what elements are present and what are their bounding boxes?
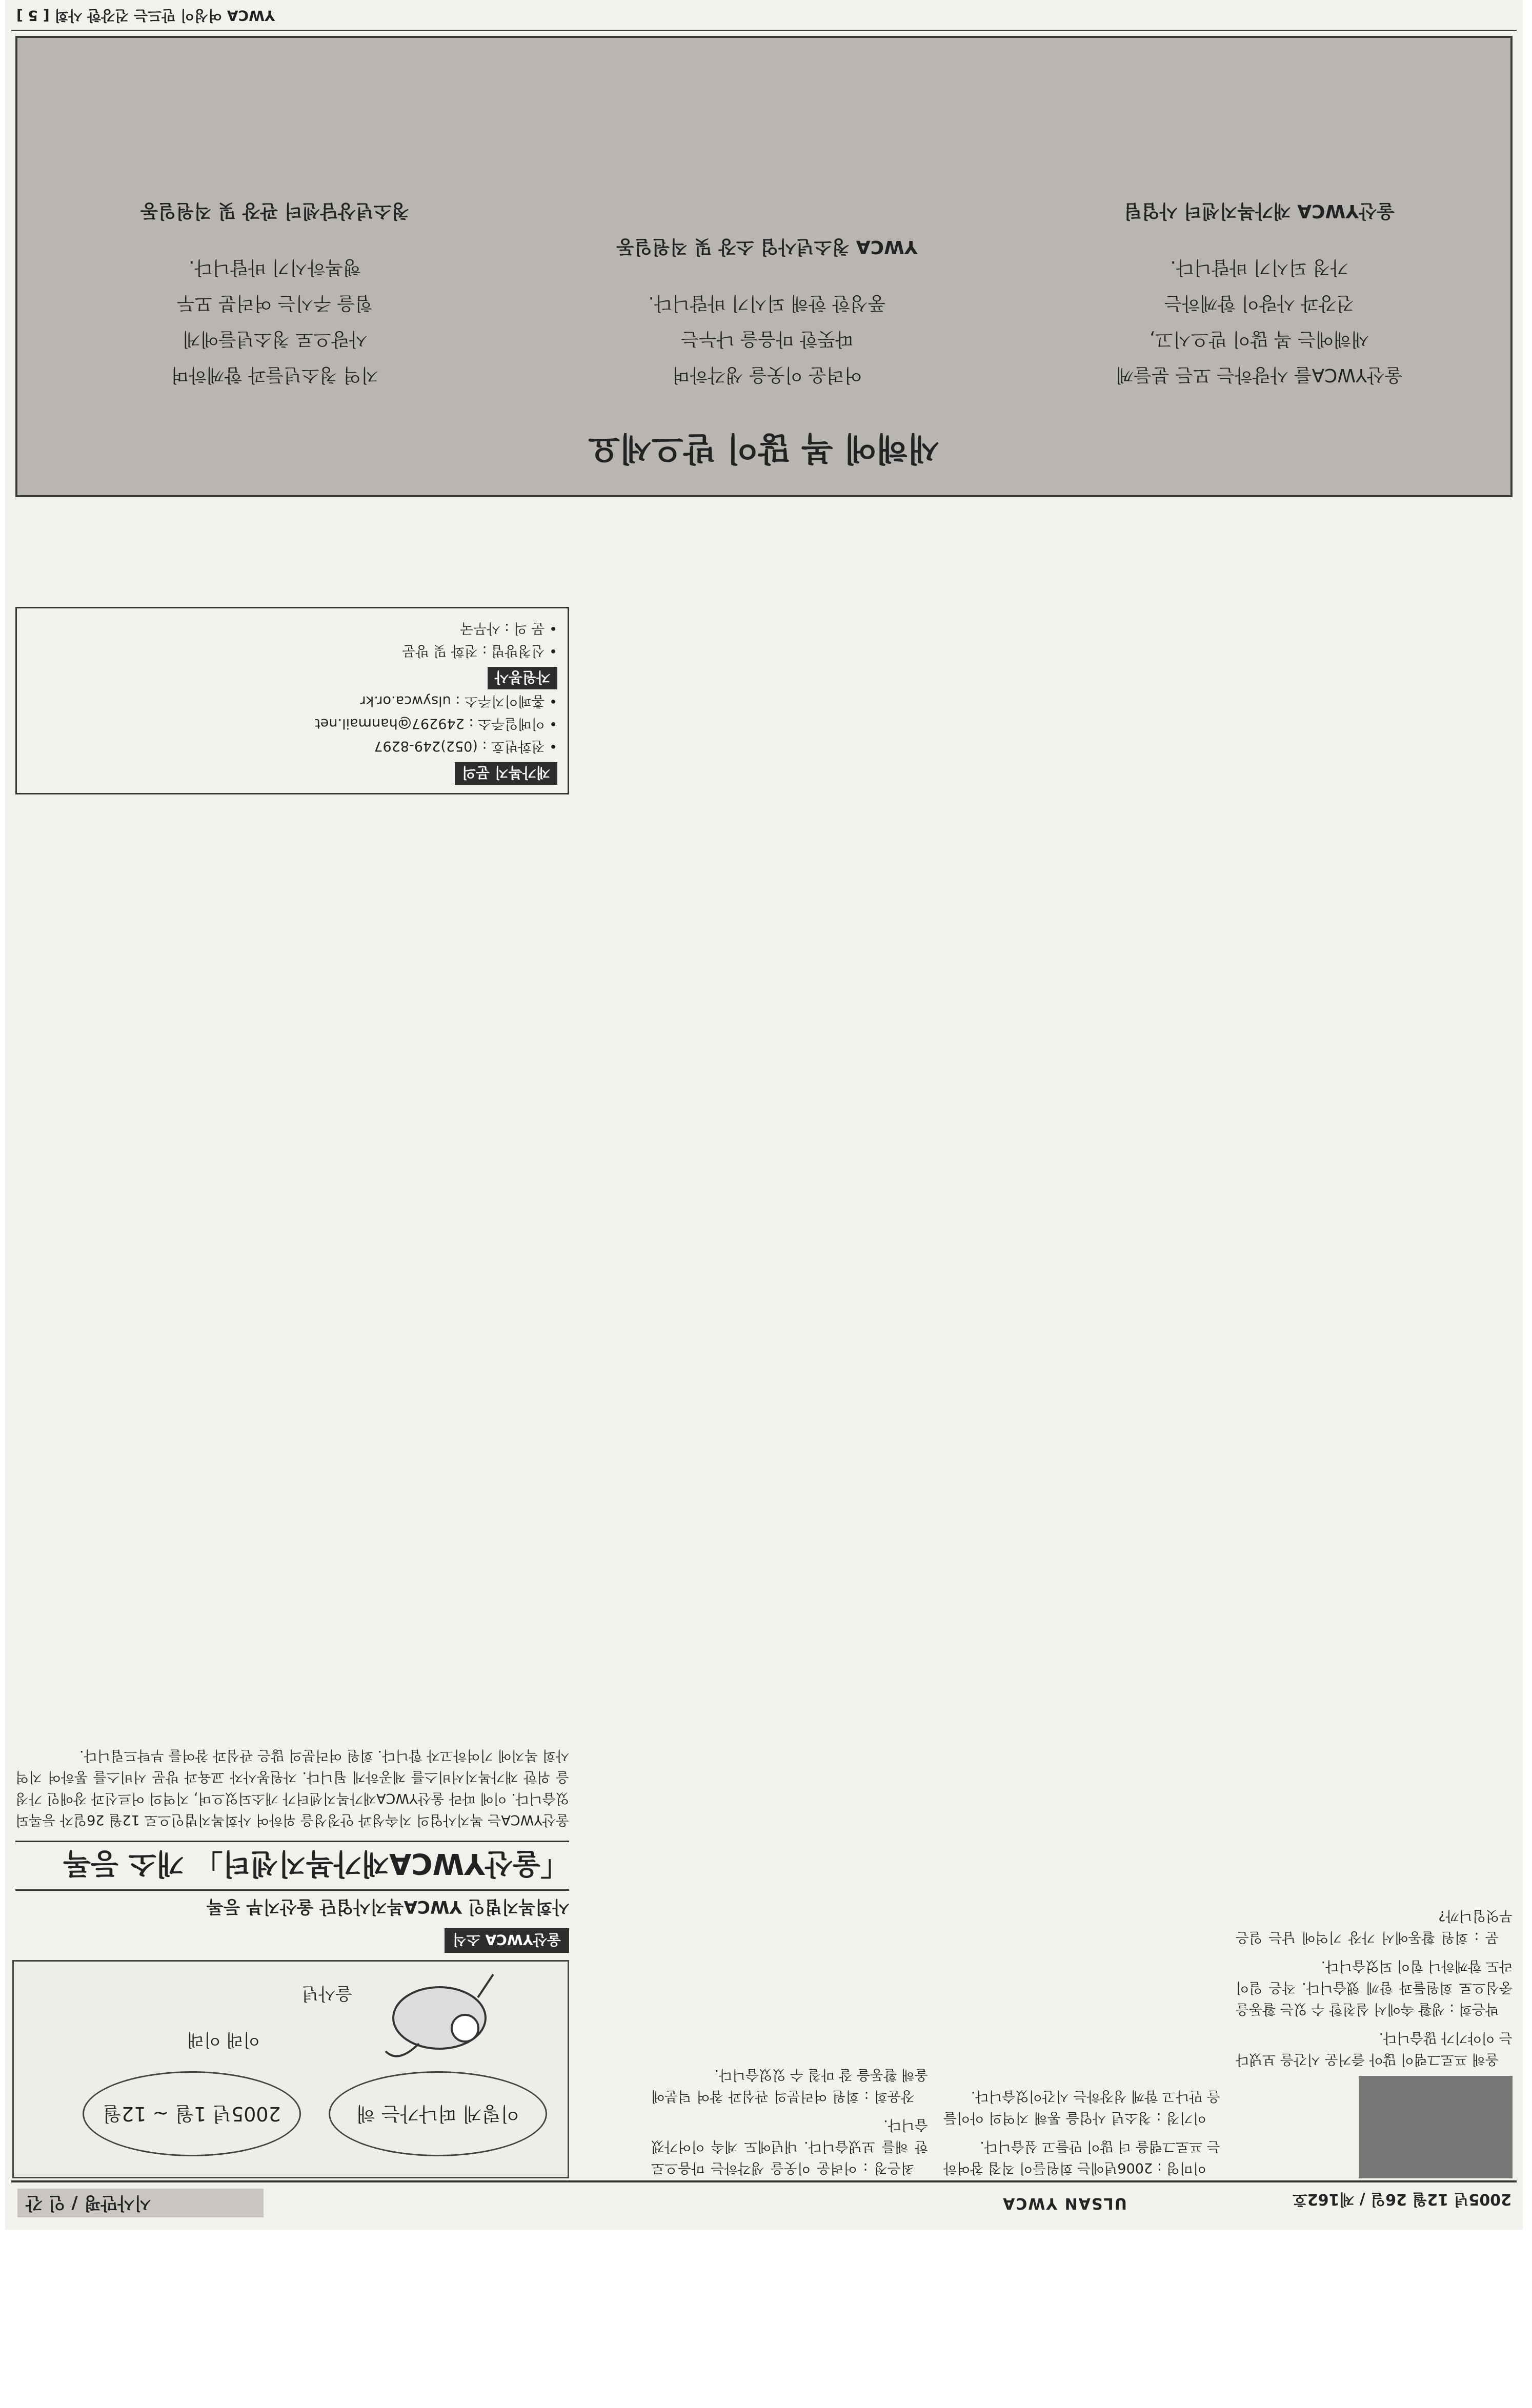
participant-photo — [1359, 2076, 1513, 2178]
news-headline: 「울산YWCA재가복지센터」 개소 등록 — [15, 1841, 569, 1891]
news-body: 울산YWCA는 복지사업의 지속성과 안정성을 위하여 사회복지법인으로 12월 26일자 등록되었습니다. 이에 따라 울산YWCA재가복지센터가 개소되었으며, 지역의 어르신과 장애인 가정을 위한 재가복지서비스를 제공하게 됩니다. 자원봉사자 교육과 방문 서비스를 통하여 지역사회 복지에 기여하고자 합니다. 회원 여러분의 많은 관심과 참여를 부탁드립니다. — [15, 1747, 569, 1828]
masthead — [11, 2180, 1517, 2223]
contact-email: • 이메일주소 : 249297@hanmail.net — [315, 716, 557, 731]
publication-name: ULSAN YWCA — [1002, 2194, 1127, 2212]
greeting-line: 행복하시기 바랍니다. — [189, 257, 361, 278]
article-column-1 — [1236, 507, 1513, 2178]
article-column-3 — [651, 507, 928, 2178]
greeting-message — [1029, 193, 1490, 393]
notice-line: • 문 의 : 사무국 — [460, 620, 557, 636]
article-paragraph: 이기정 : 청소년 사업을 통해 지역의 아이들을 만나고 함께 성장하는 시간이었습니다. — [943, 2088, 1220, 2126]
greeting-message — [536, 229, 998, 393]
rotated-newspaper-page — [5, 0, 1523, 2230]
greeting-signature: 울산YWCA 재가복지센터 사업팀 — [1124, 200, 1395, 221]
article-paragraph: 최은정 : 어려운 이웃을 생각하는 마음으로 한 해를 보냈습니다. 내년에도 계속 이어가겠습니다. — [651, 2117, 928, 2176]
greeting-title: 새해에 복 많이 받으세요 — [588, 429, 940, 467]
article-paragraph: 문 : 회원 활동에서 가장 기억에 남는 일은 무엇입니까? — [1236, 1908, 1513, 1945]
greeting-line: 지역 청소년들과 함께하며 — [171, 364, 379, 385]
greeting-line: 따뜻한 마음을 나누는 — [681, 329, 853, 350]
contact-title: 재가복지 문의 — [455, 762, 557, 785]
notice-line: • 신청방법 : 전화 및 방문 — [402, 643, 557, 659]
greeting-line: 건강과 사랑이 함께하는 — [1164, 293, 1355, 314]
article-paragraph: 장윤희 : 회원 여러분의 관심과 참여 덕분에 올해 활동을 잘 마칠 수 있었습니다. — [651, 2067, 928, 2104]
cartoon-figure-icon — [378, 1972, 501, 2074]
contact-box — [15, 607, 569, 794]
contact-homepage: • 홈페이지주소 : ulsywca.or.kr — [360, 693, 557, 709]
news-article — [15, 1431, 569, 1953]
speech-bubble-right: 2005년 1월 ~ 12월 — [83, 2071, 301, 2156]
greeting-line: 가정 되시기 바랍니다. — [1170, 257, 1348, 278]
cartoon-caption-2: 을사년 — [301, 1983, 352, 2004]
greeting-message — [44, 193, 506, 393]
greeting-signature: YWCA 청소년사업 소장 및 직원일동 — [616, 236, 918, 257]
cartoon-caption-1: 이래 이래 — [187, 2029, 260, 2050]
greeting-signature: 청소년상담센터 관장 및 직원일동 — [140, 200, 410, 221]
issue-date: 2005년 12월 26일 / 제162호 — [1292, 2190, 1511, 2208]
article-paragraph: 올해 프로그램이 많아 즐거운 시간을 보냈다는 이야기가 많습니다. — [1236, 2030, 1513, 2067]
notice-title: 자원봉사 — [488, 667, 557, 689]
article-paragraph: 박은희 : 생활 속에서 실천할 수 있는 활동을 중심으로 회원들과 함께 했습니다. 작은 일이라도 함께하니 힘이 되었습니다. — [1236, 1958, 1513, 2017]
greeting-line: 새해에는 복 많이 받으시고, — [1149, 329, 1369, 350]
news-kicker: 울산YWCA 소식 — [445, 1928, 569, 1953]
new-year-greeting-box — [15, 36, 1513, 497]
news-subheadline: 사회복지법인 YWCA복지사업단 울산지부 등록 — [206, 1896, 569, 1917]
greeting-line: 어려운 이웃을 생각하며 — [672, 364, 862, 385]
greeting-line: 풍성한 한해 되시기 바랍니다. — [648, 293, 886, 314]
page-footer — [11, 6, 1517, 31]
section-title: 시사만평 / 인 간 — [17, 2189, 264, 2217]
footer-text: YWCA 여성이 만드는 건강한 사회 [ 5 ] — [16, 7, 275, 24]
speech-bubble-left: 이렇게 떠나가는 해 — [329, 2071, 547, 2156]
article-paragraph: 이미영 : 2006년에는 회원들이 직접 참여하는 프로그램을 더 많이 만들고 싶습니다. — [943, 2138, 1220, 2176]
greeting-line: 힘을 주시는 여러분 모두 — [176, 293, 373, 314]
greeting-line: 울산YWCA를 사랑하는 모든 분들께 — [1116, 364, 1403, 385]
contact-phone: • 전화번호 : (052)249-8297 — [374, 738, 557, 754]
cartoon-panel — [12, 1960, 569, 2178]
article-column-2 — [943, 507, 1220, 2178]
greeting-line: 사랑으로 청소년들에게 — [183, 329, 367, 350]
